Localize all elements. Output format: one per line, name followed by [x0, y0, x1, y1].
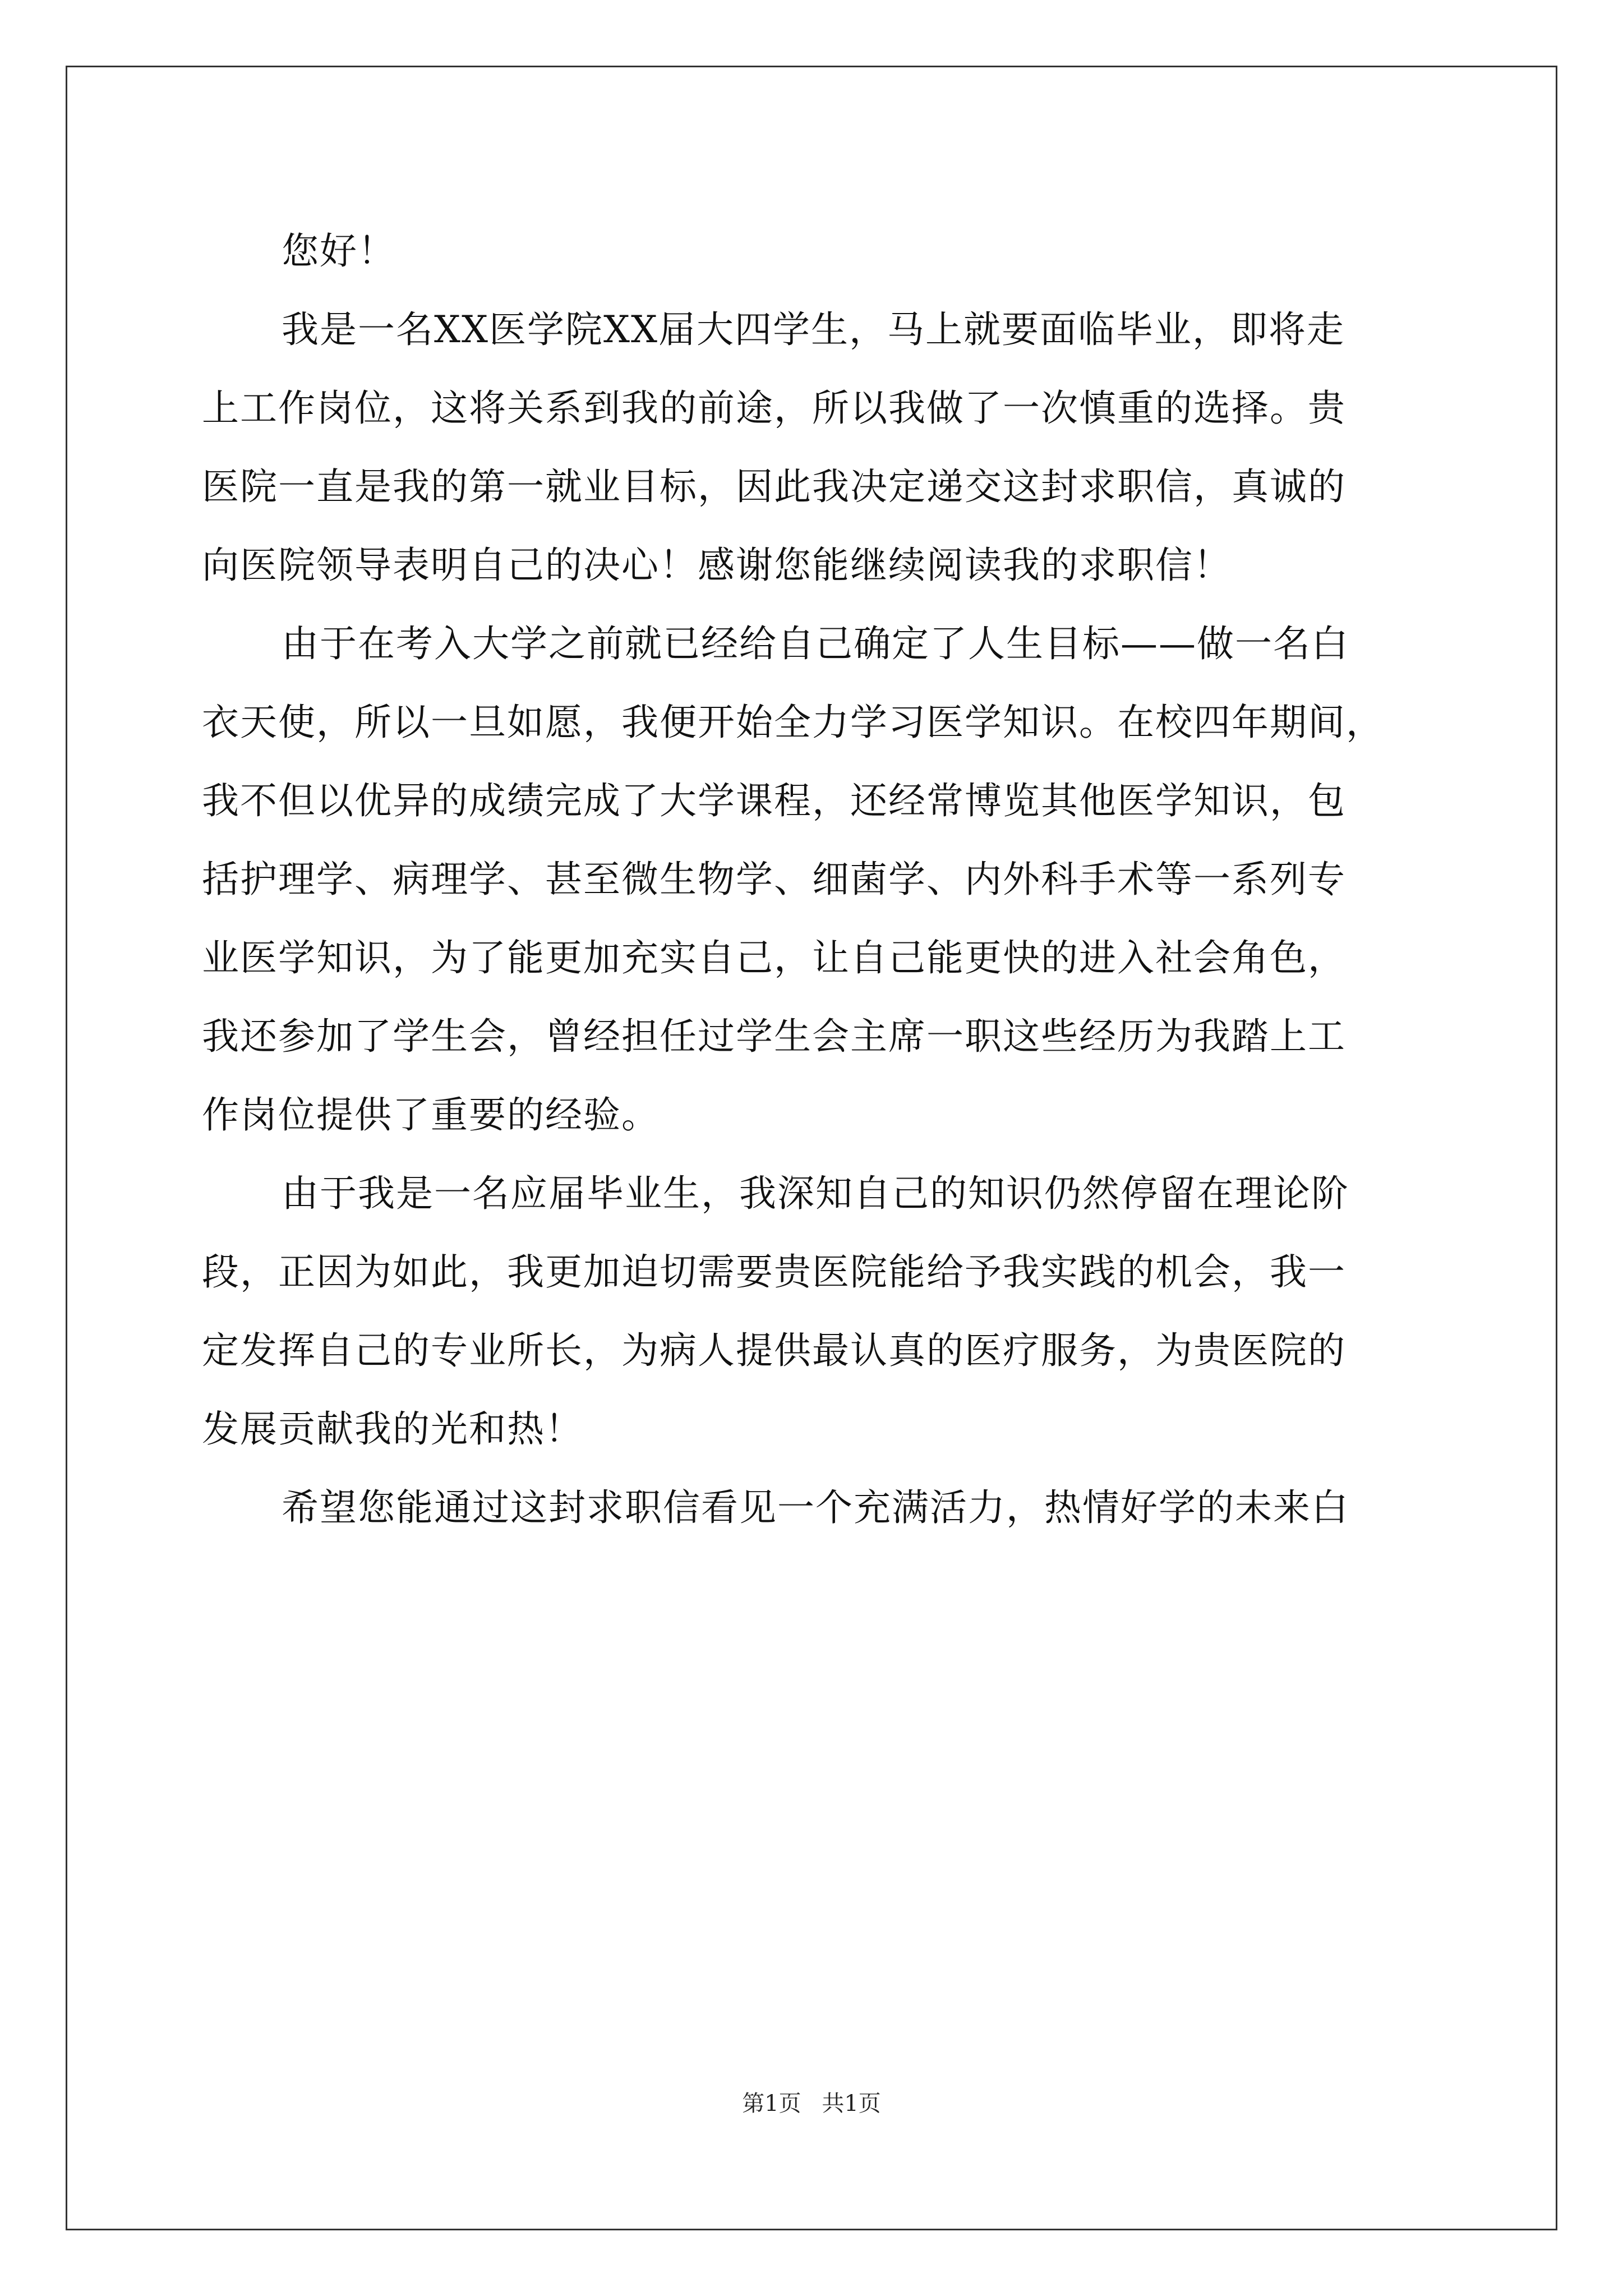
paragraph-2-line-3: 我不但以优异的成绩完成了大学课程，还经常博览其他医学知识，包 — [202, 779, 1346, 822]
paragraph-2-line-4: 括护理学、病理学、甚至微生物学、细菌学、内外科手术等一系列专 — [202, 858, 1346, 901]
paragraph-1-line-4: 向医院领导表明自己的决心！感谢您能继续阅读我的求职信！ — [202, 544, 1232, 587]
paragraph-2-line-2: 衣天使，所以一旦如愿，我便开始全力学习医学知识。在校四年期间， — [202, 701, 1384, 744]
paragraph-2-line-1: 由于在考入大学之前就已经给自己确定了人生目标——做一名白 — [282, 622, 1349, 665]
paragraph-1-line-2: 上工作岗位，这将关系到我的前途，所以我做了一次慎重的选择。贵 — [202, 386, 1346, 430]
paragraph-4-line-1: 希望您能通过这封求职信看见一个充满活力，热情好学的未来白 — [282, 1486, 1349, 1529]
paragraph-3-line-1: 由于我是一名应届毕业生，我深知自己的知识仍然停留在理论阶 — [282, 1172, 1349, 1215]
paragraph-1-line-1: 我是一名XX医学院XX届大四学生，马上就要面临毕业，即将走 — [282, 308, 1345, 351]
greeting-line: 您好！ — [282, 229, 396, 273]
page-number-current: 第1页 — [742, 2091, 801, 2116]
page-footer — [0, 2090, 1623, 2118]
paragraph-1-line-3: 医院一直是我的第一就业目标，因此我决定递交这封求职信，真诚的 — [202, 465, 1346, 508]
paragraph-3-line-3: 定发挥自己的专业所长，为病人提供最认真的医疗服务，为贵医院的 — [202, 1329, 1346, 1372]
page-number-total: 共1页 — [822, 2091, 881, 2116]
paragraph-3-line-2: 段，正因为如此，我更加迫切需要贵医院能给予我实践的机会，我一 — [202, 1250, 1346, 1294]
paragraph-2-line-6: 我还参加了学生会，曾经担任过学生会主席一职这些经历为我踏上工 — [202, 1015, 1346, 1058]
letter-body — [202, 212, 1436, 1547]
paragraph-2-line-7: 作岗位提供了重要的经验。 — [202, 1093, 660, 1137]
paragraph-3-line-4: 发展贡献我的光和热！ — [202, 1407, 583, 1451]
paragraph-2-line-5: 业医学知识，为了能更加充实自己，让自己能更快的进入社会角色， — [202, 936, 1346, 979]
